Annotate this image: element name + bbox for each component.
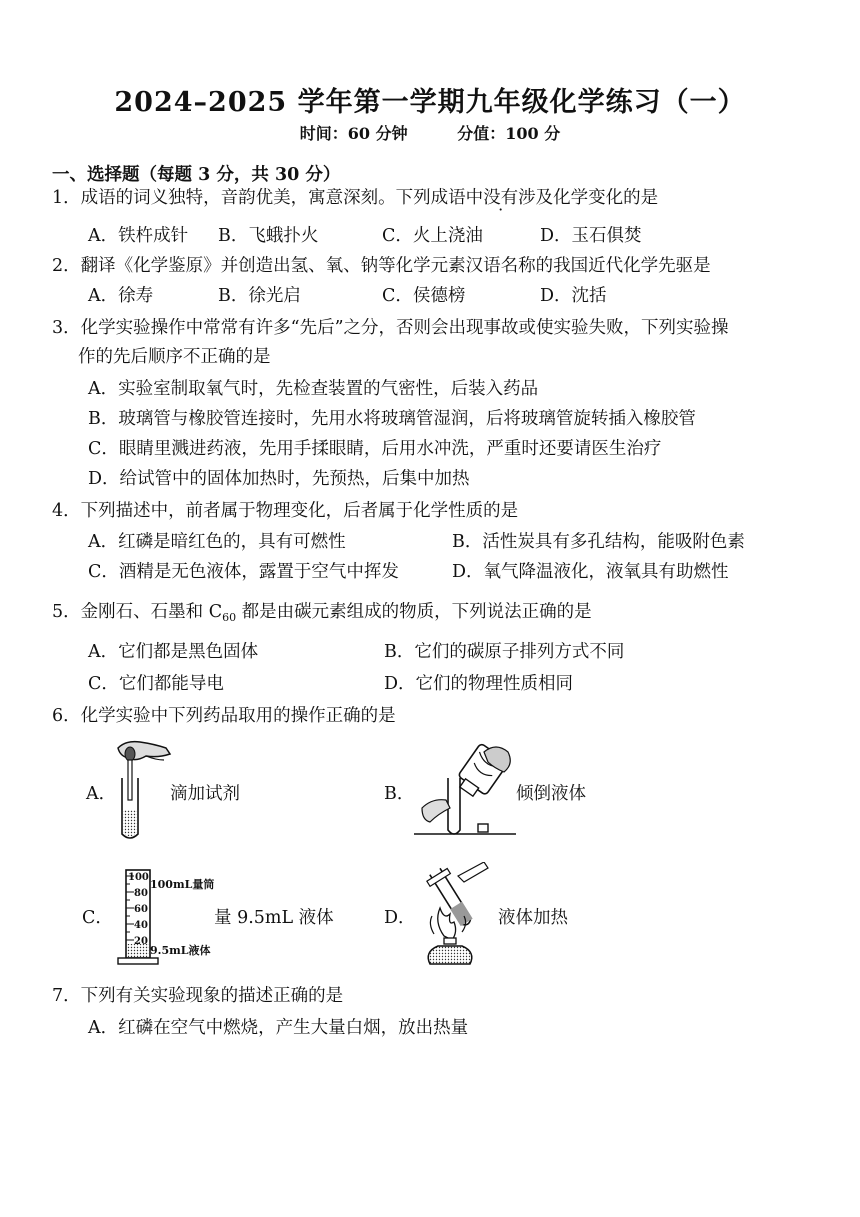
- question-3-option-c[interactable]: C．眼睛里溅进药液，先用手揉眼睛，后用水冲洗，严重时还要请医生治疗: [88, 439, 662, 459]
- question-3-option-a[interactable]: A．实验室制取氧气时，先检查装置的气密性，后装入药品: [88, 379, 539, 399]
- question-5-stem-b: 都是由碳元素组成的物质，下列说法正确的是: [236, 602, 592, 622]
- question-5-stem-a: 5．金刚石、石墨和 C: [52, 602, 223, 622]
- question-4-option-c[interactable]: C．酒精是无色液体，露置于空气中挥发: [88, 562, 399, 582]
- cylinder-tick-80: 80: [134, 888, 148, 899]
- question-4-option-b[interactable]: B．活性炭具有多孔结构，能吸附色素: [452, 532, 745, 552]
- question-2-option-a[interactable]: A．徐寿: [88, 286, 154, 306]
- question-6-option-a-label: 滴加试剂: [170, 784, 240, 804]
- question-1-emphasis: 没有: [483, 188, 519, 208]
- section-heading: 一、选择题（每题 3 分，共 30 分）: [52, 165, 341, 185]
- pouring-liquid-illustration: [408, 738, 520, 842]
- question-6-option-a-letter[interactable]: A．: [86, 784, 117, 804]
- question-6-option-d-label: 液体加热: [498, 908, 568, 928]
- question-1-option-d[interactable]: D．玉石俱焚: [540, 226, 642, 246]
- question-3-stem-line1: 3．化学实验操作中常常有许多“先后”之分，否则会出现事故或使实验失败，下列实验操: [52, 318, 729, 338]
- question-3-stem-line2: 作的先后顺序不正确的是: [78, 347, 271, 367]
- cylinder-liquid-label: 9.5mL液体: [150, 944, 211, 957]
- question-2-option-c[interactable]: C．侯德榜: [382, 286, 466, 306]
- question-1-stem-b: 涉及化学变化的是: [518, 188, 659, 208]
- question-4-option-a[interactable]: A．红磷是暗红色的，具有可燃性: [88, 532, 346, 552]
- exam-time: 时间：60 分钟: [299, 124, 408, 143]
- question-7-option-a[interactable]: A．红磷在空气中燃烧，产生大量白烟，放出热量: [88, 1018, 469, 1038]
- question-6-option-c-letter[interactable]: C．: [82, 908, 113, 928]
- question-6-option-b-label: 倾倒液体: [516, 784, 586, 804]
- question-3-option-b[interactable]: B．玻璃管与橡胶管连接时，先用水将玻璃管湿润，后将玻璃管旋转插入橡胶管: [88, 409, 696, 429]
- question-4-option-d[interactable]: D．氧气降温液化，液氧具有助燃性: [452, 562, 729, 582]
- question-5-option-a[interactable]: A．它们都是黑色固体: [88, 642, 259, 662]
- question-6-stem: 6．化学实验中下列药品取用的操作正确的是: [52, 706, 396, 726]
- exam-meta: [0, 121, 860, 144]
- question-1-stem: [52, 186, 658, 210]
- cylinder-tick-100: 100: [128, 872, 149, 883]
- question-5-subscript: 60: [222, 611, 237, 624]
- question-5-option-d[interactable]: D．它们的物理性质相同: [384, 674, 574, 694]
- question-1-option-c[interactable]: C．火上浇油: [382, 226, 483, 246]
- question-1-stem-a: 1．成语的词义独特，音韵优美，寓意深刻。下列成语中: [52, 188, 484, 208]
- question-1-option-a[interactable]: A．铁杵成针: [88, 226, 189, 246]
- question-6-option-d-letter[interactable]: D．: [384, 908, 416, 928]
- question-5-option-c[interactable]: C．它们都能导电: [88, 674, 224, 694]
- cylinder-tick-60: 60: [134, 904, 148, 915]
- question-2-stem: 2．翻译《化学鉴原》并创造出氢、氧、钠等化学元素汉语名称的我国近代化学先驱是: [52, 256, 711, 276]
- question-5-stem: [52, 600, 592, 630]
- cylinder-name: 100mL量筒: [150, 878, 215, 891]
- question-7-stem: 7．下列有关实验现象的描述正确的是: [52, 986, 344, 1006]
- question-6-option-c-label: 量 9.5mL 液体: [214, 908, 334, 928]
- question-5-option-b[interactable]: B．它们的碳原子排列方式不同: [384, 642, 625, 662]
- liquid-heating-illustration: [414, 862, 498, 968]
- cylinder-tick-40: 40: [134, 920, 148, 931]
- question-3-option-d[interactable]: D．给试管中的固体加热时，先预热，后集中加热: [88, 469, 470, 489]
- question-1-option-b[interactable]: B．飞蛾扑火: [218, 226, 319, 246]
- exam-title: 2024–2025 学年第一学期九年级化学练习（一）: [114, 87, 746, 118]
- question-2-option-b[interactable]: B．徐光启: [218, 286, 301, 306]
- question-4-stem: 4．下列描述中，前者属于物理变化，后者属于化学性质的是: [52, 501, 519, 521]
- exam-score: 分值：100 分: [457, 124, 561, 143]
- question-6-option-b-letter[interactable]: B．: [384, 784, 415, 804]
- question-2-option-d[interactable]: D．沈括: [540, 286, 607, 306]
- dropper-test-tube-illustration: [106, 738, 176, 846]
- cylinder-tick-20: 20: [134, 936, 148, 947]
